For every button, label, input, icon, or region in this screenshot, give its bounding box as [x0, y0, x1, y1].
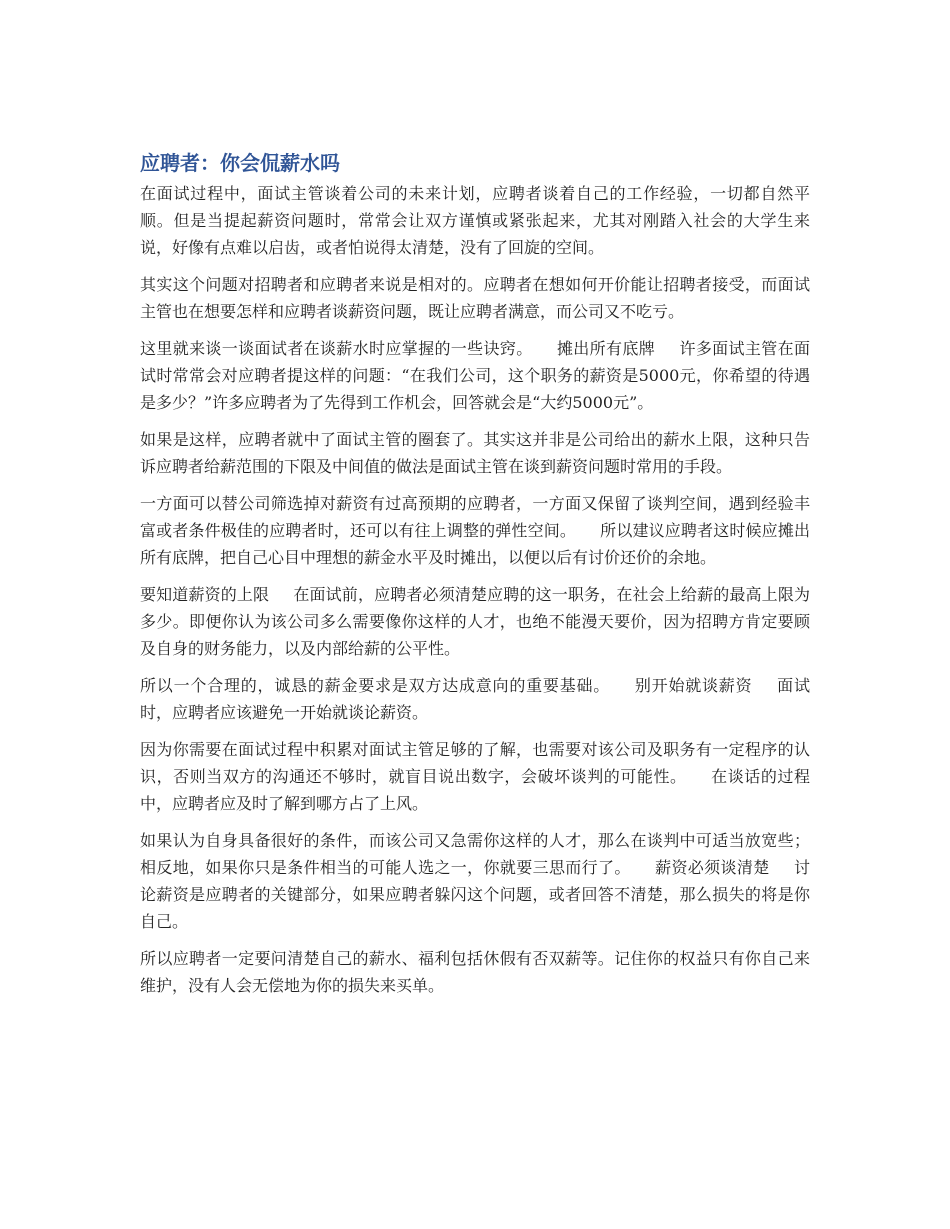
section-heading-dont-start-with-salary: 别开始就谈薪资	[634, 676, 753, 695]
section-heading-salary-ceiling: 要知道薪资的上限	[140, 585, 270, 604]
page-title: 应聘者：你会侃薪水吗	[140, 151, 340, 175]
paragraph-5: 一方面可以替公司筛选掉对薪资有过高预期的应聘者，一方面又保留了谈判空间，遇到经验丰富或者条件极佳的应聘者时，还可以有往上调整的弹性空间。 所以建议应聘者这时候应摊出所有底牌，把自己心目中理想的薪金水平及时摊出，以便以后有讨价还价的余地。	[140, 494, 810, 567]
section-heading-clarify-salary: 薪资必须谈清楚	[654, 858, 770, 877]
paragraph-2: 其实这个问题对招聘者和应聘者来说是相对的。应聘者在想如何开价能让招聘者接受，而面试主管也在想要怎样和应聘者谈薪资问题，既让应聘者满意，而公司又不吃亏。	[140, 275, 810, 321]
paragraph-10: 所以应聘者一定要问清楚自己的薪水、福利包括休假有否双薪等。记住你的权益只有你自己来维护，没有人会无偿地为你的损失来买单。	[140, 949, 810, 995]
paragraph-3: 这里就来谈一谈面试者在谈薪水时应掌握的一些诀窍。 摊出所有底牌 许多面试主管在面试时常常会对应聘者提这样的问题：“在我们公司，这个职务的薪资是5000元，你希望的待遇是多少？”许多应聘者为了先得到工作机会，回答就会是“大约5000元”。	[140, 339, 810, 412]
document-page	[140, 148, 810, 1009]
section-heading-reveal-terms: 摊出所有底牌	[556, 339, 656, 358]
paragraph-7: 所以一个合理的，诚恳的薪金要求是双方达成意向的重要基础。 别开始就谈薪资 面试时，应聘者应该避免一开始就谈论薪资。	[140, 676, 810, 722]
paragraph-8: 因为你需要在面试过程中积累对面试主管足够的了解，也需要对该公司及职务有一定程序的认识，否则当双方的沟通还不够时，就盲目说出数字，会破坏谈判的可能性。 在谈话的过程中，应聘者应及时了解到哪方占了上风。	[140, 740, 810, 813]
paragraph-1: 在面试过程中，面试主管谈着公司的未来计划，应聘者谈着自己的工作经验，一切都自然平顺。但是当提起薪资问题时，常常会让双方谨慎或紧张起来，尤其对刚踏入社会的大学生来说，好像有点难以启齿，或者怕说得太清楚，没有了回旋的空间。	[140, 184, 810, 257]
paragraph-4: 如果是这样，应聘者就中了面试主管的圈套了。其实这并非是公司给出的薪水上限，这种只告诉应聘者给薪范围的下限及中间值的做法是面试主管在谈到薪资问题时常用的手段。	[140, 430, 810, 476]
paragraph-6: 要知道薪资的上限 在面试前，应聘者必须清楚应聘的这一职务，在社会上给薪的最高上限为多少。即便你认为该公司多么需要像你这样的人才，也绝不能漫天要价，因为招聘方肯定要顾及自身的财务能力，以及内部给薪的公平性。	[140, 585, 810, 658]
paragraph-9: 如果认为自身具备很好的条件，而该公司又急需你这样的人才，那么在谈判中可适当放宽些；相反地，如果你只是条件相当的可能人选之一，你就要三思而行了。 薪资必须谈清楚 讨论薪资是应聘者的关键部分，如果应聘者躲闪这个问题，或者回答不清楚，那么损失的将是你自己。	[140, 831, 810, 931]
